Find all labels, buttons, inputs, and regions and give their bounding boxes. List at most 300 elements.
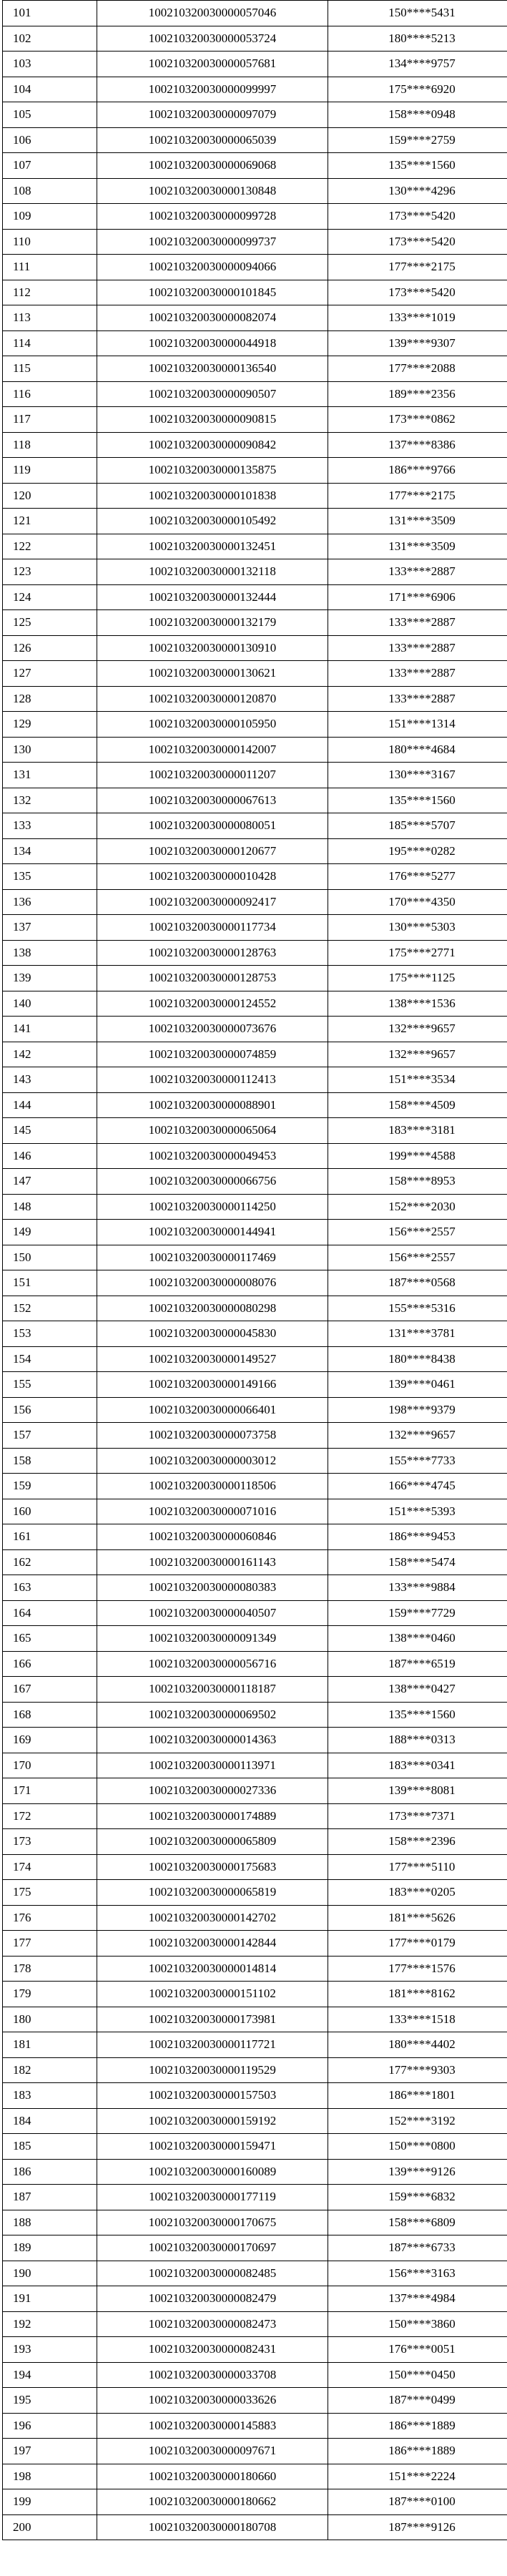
row-index-cell: 162 (3, 1549, 97, 1575)
phone-cell: 187****6733 (328, 2235, 507, 2261)
table-row (3, 1042, 507, 1067)
row-index-cell: 199 (3, 2489, 97, 2515)
phone-cell: 150****5431 (328, 1, 507, 26)
phone-cell: 151****1314 (328, 712, 507, 738)
table-row (3, 330, 507, 356)
row-index-cell: 128 (3, 686, 97, 712)
phone-cell: 151****5393 (328, 1499, 507, 1524)
account-id-cell: 100210320030000082473 (97, 2311, 328, 2337)
account-id-cell: 100210320030000160089 (97, 2159, 328, 2185)
row-index-cell: 109 (3, 204, 97, 230)
row-index-cell: 144 (3, 1092, 97, 1118)
phone-cell: 173****0862 (328, 407, 507, 433)
phone-cell: 138****0427 (328, 1677, 507, 1703)
phone-cell: 177****2175 (328, 483, 507, 509)
row-index-cell: 197 (3, 2439, 97, 2464)
phone-cell: 177****5110 (328, 1854, 507, 1880)
account-id-cell: 100210320030000114250 (97, 1194, 328, 1220)
account-id-cell: 100210320030000099728 (97, 204, 328, 230)
phone-cell: 159****7729 (328, 1600, 507, 1626)
table-row (3, 1372, 507, 1398)
phone-cell: 170****4350 (328, 889, 507, 915)
table-row (3, 1956, 507, 1982)
table-row (3, 229, 507, 255)
row-index-cell: 189 (3, 2235, 97, 2261)
row-index-cell: 145 (3, 1118, 97, 1144)
row-index-cell: 130 (3, 737, 97, 763)
row-index-cell: 127 (3, 661, 97, 687)
phone-cell: 195****0282 (328, 838, 507, 864)
account-id-cell: 100210320030000142007 (97, 737, 328, 763)
phone-cell: 133****2887 (328, 686, 507, 712)
table-row (3, 280, 507, 305)
row-index-cell: 142 (3, 1042, 97, 1067)
table-row (3, 940, 507, 966)
table-row (3, 686, 507, 712)
account-id-cell: 100210320030000090842 (97, 432, 328, 458)
table-row (3, 1803, 507, 1829)
row-index-cell: 102 (3, 26, 97, 52)
account-id-cell: 100210320030000010428 (97, 864, 328, 890)
account-id-cell: 100210320030000132179 (97, 610, 328, 636)
table-row (3, 1753, 507, 1778)
row-index-cell: 178 (3, 1956, 97, 1982)
phone-cell: 176****5277 (328, 864, 507, 890)
table-row (3, 356, 507, 382)
account-id-cell: 100210320030000170675 (97, 2210, 328, 2235)
row-index-cell: 108 (3, 178, 97, 204)
row-index-cell: 183 (3, 2083, 97, 2109)
table-row (3, 838, 507, 864)
row-index-cell: 134 (3, 838, 97, 864)
account-id-cell: 100210320030000069502 (97, 1702, 328, 1728)
phone-cell: 131****3781 (328, 1321, 507, 1347)
row-index-cell: 126 (3, 635, 97, 661)
phone-cell: 156****3163 (328, 2261, 507, 2286)
row-index-cell: 184 (3, 2108, 97, 2134)
row-index-cell: 116 (3, 381, 97, 407)
phone-cell: 183****0205 (328, 1880, 507, 1906)
account-id-cell: 100210320030000136540 (97, 356, 328, 382)
row-index-cell: 140 (3, 991, 97, 1017)
table-row (3, 2032, 507, 2058)
account-id-cell: 100210320030000159471 (97, 2134, 328, 2160)
account-id-cell: 100210320030000117734 (97, 915, 328, 941)
phone-cell: 133****2887 (328, 559, 507, 585)
phone-cell: 177****0179 (328, 1931, 507, 1957)
row-index-cell: 119 (3, 458, 97, 484)
row-index-cell: 152 (3, 1296, 97, 1321)
row-index-cell: 166 (3, 1651, 97, 1677)
account-id-cell: 100210320030000105950 (97, 712, 328, 738)
row-index-cell: 104 (3, 77, 97, 102)
phone-cell: 181****5626 (328, 1905, 507, 1931)
phone-cell: 186****9766 (328, 458, 507, 484)
row-index-cell: 153 (3, 1321, 97, 1347)
table-row (3, 1143, 507, 1169)
account-id-cell: 100210320030000097671 (97, 2439, 328, 2464)
account-id-cell: 100210320030000049453 (97, 1143, 328, 1169)
row-index-cell: 186 (3, 2159, 97, 2185)
phone-cell: 189****2356 (328, 381, 507, 407)
row-index-cell: 165 (3, 1626, 97, 1652)
row-index-cell: 139 (3, 966, 97, 991)
table-row (3, 1677, 507, 1703)
table-row (3, 1829, 507, 1855)
account-id-cell: 100210320030000159192 (97, 2108, 328, 2134)
table-row (3, 52, 507, 77)
phone-cell: 187****0100 (328, 2489, 507, 2515)
account-id-cell: 100210320030000117469 (97, 1245, 328, 1270)
phone-cell: 176****0051 (328, 2337, 507, 2363)
phone-cell: 130****3167 (328, 763, 507, 788)
phone-cell: 130****4296 (328, 178, 507, 204)
phone-cell: 166****4745 (328, 1474, 507, 1499)
row-index-cell: 112 (3, 280, 97, 305)
phone-cell: 131****3509 (328, 534, 507, 559)
phone-cell: 173****5420 (328, 204, 507, 230)
row-index-cell: 138 (3, 940, 97, 966)
phone-cell: 183****3181 (328, 1118, 507, 1144)
table-row (3, 2489, 507, 2515)
phone-cell: 139****9307 (328, 330, 507, 356)
table-row (3, 1931, 507, 1957)
row-index-cell: 133 (3, 813, 97, 839)
table-row (3, 1728, 507, 1753)
account-id-cell: 100210320030000124552 (97, 991, 328, 1017)
account-id-cell: 100210320030000008076 (97, 1270, 328, 1296)
table-row (3, 635, 507, 661)
row-index-cell: 193 (3, 2337, 97, 2363)
phone-cell: 177****9303 (328, 2057, 507, 2083)
phone-cell: 198****9379 (328, 1397, 507, 1423)
phone-cell: 158****6809 (328, 2210, 507, 2235)
phone-cell: 135****1560 (328, 153, 507, 179)
table-row (3, 1245, 507, 1270)
phone-cell: 158****2396 (328, 1829, 507, 1855)
account-id-cell: 100210320030000033708 (97, 2362, 328, 2388)
table-row (3, 2159, 507, 2185)
table-row (3, 1321, 507, 1347)
table-row (3, 2108, 507, 2134)
account-id-cell: 100210320030000142844 (97, 1931, 328, 1957)
table-row (3, 381, 507, 407)
account-id-cell: 100210320030000014814 (97, 1956, 328, 1982)
table-row (3, 26, 507, 52)
row-index-cell: 115 (3, 356, 97, 382)
phone-cell: 188****0313 (328, 1728, 507, 1753)
phone-cell: 186****1801 (328, 2083, 507, 2109)
table-row (3, 534, 507, 559)
phone-cell: 138****1536 (328, 991, 507, 1017)
table-row (3, 2007, 507, 2032)
account-id-cell: 100210320030000130848 (97, 178, 328, 204)
row-index-cell: 187 (3, 2185, 97, 2210)
row-index-cell: 148 (3, 1194, 97, 1220)
account-id-cell: 100210320030000082479 (97, 2286, 328, 2312)
phone-cell: 159****2759 (328, 127, 507, 153)
phone-cell: 139****9126 (328, 2159, 507, 2185)
row-index-cell: 132 (3, 788, 97, 813)
phone-cell: 186****1889 (328, 2439, 507, 2464)
table-row (3, 204, 507, 230)
table-row (3, 1423, 507, 1449)
phone-cell: 180****5213 (328, 26, 507, 52)
phone-cell: 133****2887 (328, 635, 507, 661)
account-id-cell: 100210320030000066756 (97, 1169, 328, 1195)
table-row (3, 2413, 507, 2439)
account-id-cell: 100210320030000117721 (97, 2032, 328, 2058)
table-row (3, 1296, 507, 1321)
table-row (3, 584, 507, 610)
row-index-cell: 135 (3, 864, 97, 890)
table-row (3, 889, 507, 915)
table-row (3, 610, 507, 636)
phone-cell: 133****2887 (328, 610, 507, 636)
account-id-cell: 100210320030000057046 (97, 1, 328, 26)
row-index-cell: 176 (3, 1905, 97, 1931)
account-id-cell: 100210320030000027336 (97, 1778, 328, 1804)
table-row (3, 2210, 507, 2235)
account-id-cell: 100210320030000099737 (97, 229, 328, 255)
phone-cell: 130****5303 (328, 915, 507, 941)
table-row (3, 1169, 507, 1195)
row-index-cell: 122 (3, 534, 97, 559)
phone-cell: 132****9657 (328, 1423, 507, 1449)
account-id-cell: 100210320030000161143 (97, 1549, 328, 1575)
table-row (3, 127, 507, 153)
account-id-cell: 100210320030000173981 (97, 2007, 328, 2032)
table-row (3, 559, 507, 585)
table-row (3, 458, 507, 484)
account-id-cell: 100210320030000177119 (97, 2185, 328, 2210)
table-row (3, 77, 507, 102)
phone-cell: 139****8081 (328, 1778, 507, 1804)
account-id-cell: 100210320030000118506 (97, 1474, 328, 1499)
table-row (3, 991, 507, 1017)
phone-cell: 158****5474 (328, 1549, 507, 1575)
account-id-cell: 100210320030000180662 (97, 2489, 328, 2515)
row-index-cell: 156 (3, 1397, 97, 1423)
account-id-cell: 100210320030000132118 (97, 559, 328, 585)
table-row (3, 483, 507, 509)
account-id-cell: 100210320030000144941 (97, 1220, 328, 1245)
row-index-cell: 173 (3, 1829, 97, 1855)
row-index-cell: 106 (3, 127, 97, 153)
phone-cell: 187****0499 (328, 2388, 507, 2414)
row-index-cell: 179 (3, 1982, 97, 2007)
table-row (3, 1549, 507, 1575)
account-id-cell: 100210320030000132451 (97, 534, 328, 559)
phone-cell: 180****8438 (328, 1346, 507, 1372)
phone-cell: 181****8162 (328, 1982, 507, 2007)
account-id-cell: 100210320030000101838 (97, 483, 328, 509)
table-row (3, 407, 507, 433)
phone-cell: 199****4588 (328, 1143, 507, 1169)
phone-cell: 186****9453 (328, 1524, 507, 1550)
row-index-cell: 101 (3, 1, 97, 26)
row-index-cell: 121 (3, 509, 97, 534)
account-id-cell: 100210320030000066401 (97, 1397, 328, 1423)
row-index-cell: 167 (3, 1677, 97, 1703)
account-id-cell: 100210320030000033626 (97, 2388, 328, 2414)
row-index-cell: 114 (3, 330, 97, 356)
row-index-cell: 136 (3, 889, 97, 915)
row-index-cell: 107 (3, 153, 97, 179)
row-index-cell: 163 (3, 1575, 97, 1601)
phone-cell: 158****4509 (328, 1092, 507, 1118)
table-row (3, 661, 507, 687)
row-index-cell: 118 (3, 432, 97, 458)
account-id-cell: 100210320030000119529 (97, 2057, 328, 2083)
row-index-cell: 171 (3, 1778, 97, 1804)
row-index-cell: 158 (3, 1448, 97, 1474)
row-index-cell: 146 (3, 1143, 97, 1169)
phone-cell: 177****2088 (328, 356, 507, 382)
account-id-cell: 100210320030000065819 (97, 1880, 328, 1906)
table-row (3, 2464, 507, 2489)
row-index-cell: 125 (3, 610, 97, 636)
account-id-cell: 100210320030000157503 (97, 2083, 328, 2109)
row-index-cell: 150 (3, 1245, 97, 1270)
row-index-cell: 111 (3, 255, 97, 280)
table-row (3, 1651, 507, 1677)
row-index-cell: 190 (3, 2261, 97, 2286)
account-id-cell: 100210320030000080383 (97, 1575, 328, 1601)
account-id-cell: 100210320030000069068 (97, 153, 328, 179)
account-id-cell: 100210320030000099997 (97, 77, 328, 102)
table-row (3, 2134, 507, 2160)
phone-cell: 175****2771 (328, 940, 507, 966)
row-index-cell: 131 (3, 763, 97, 788)
row-index-cell: 172 (3, 1803, 97, 1829)
account-id-cell: 100210320030000145883 (97, 2413, 328, 2439)
account-id-cell: 100210320030000130910 (97, 635, 328, 661)
row-index-cell: 141 (3, 1017, 97, 1042)
table-row (3, 2439, 507, 2464)
row-index-cell: 110 (3, 229, 97, 255)
row-index-cell: 174 (3, 1854, 97, 1880)
phone-cell: 156****2557 (328, 1245, 507, 1270)
account-id-cell: 100210320030000130621 (97, 661, 328, 687)
account-id-cell: 100210320030000040507 (97, 1600, 328, 1626)
account-id-cell: 100210320030000142702 (97, 1905, 328, 1931)
table-row (3, 1118, 507, 1144)
row-index-cell: 161 (3, 1524, 97, 1550)
table-row (3, 2514, 507, 2540)
account-id-cell: 100210320030000003012 (97, 1448, 328, 1474)
account-id-cell: 100210320030000149527 (97, 1346, 328, 1372)
phone-cell: 173****5420 (328, 229, 507, 255)
row-index-cell: 177 (3, 1931, 97, 1957)
table-row (3, 2362, 507, 2388)
table-row (3, 432, 507, 458)
row-index-cell: 143 (3, 1067, 97, 1093)
row-index-cell: 198 (3, 2464, 97, 2489)
table-row (3, 2261, 507, 2286)
phone-cell: 185****5707 (328, 813, 507, 839)
account-id-cell: 100210320030000175683 (97, 1854, 328, 1880)
phone-cell: 183****0341 (328, 1753, 507, 1778)
table-row (3, 2388, 507, 2414)
table-row (3, 1270, 507, 1296)
table-row (3, 966, 507, 991)
account-id-cell: 100210320030000151102 (97, 1982, 328, 2007)
account-id-cell: 100210320030000014363 (97, 1728, 328, 1753)
row-index-cell: 157 (3, 1423, 97, 1449)
table-row (3, 2083, 507, 2109)
account-id-cell: 100210320030000091349 (97, 1626, 328, 1652)
phone-cell: 158****8953 (328, 1169, 507, 1195)
records-table-body (3, 1, 507, 2540)
table-row (3, 813, 507, 839)
account-id-cell: 100210320030000060846 (97, 1524, 328, 1550)
table-row (3, 864, 507, 890)
phone-cell: 151****3534 (328, 1067, 507, 1093)
phone-cell: 150****0450 (328, 2362, 507, 2388)
row-index-cell: 175 (3, 1880, 97, 1906)
table-row (3, 712, 507, 738)
table-row (3, 2235, 507, 2261)
table-row (3, 1474, 507, 1499)
table-row (3, 1499, 507, 1524)
phone-cell: 180****4684 (328, 737, 507, 763)
row-index-cell: 185 (3, 2134, 97, 2160)
phone-cell: 135****1560 (328, 1702, 507, 1728)
account-id-cell: 100210320030000135875 (97, 458, 328, 484)
phone-cell: 173****7371 (328, 1803, 507, 1829)
table-row (3, 2057, 507, 2083)
account-id-cell: 100210320030000128763 (97, 940, 328, 966)
account-id-cell: 100210320030000118187 (97, 1677, 328, 1703)
account-id-cell: 100210320030000065039 (97, 127, 328, 153)
phone-cell: 159****6832 (328, 2185, 507, 2210)
row-index-cell: 160 (3, 1499, 97, 1524)
row-index-cell: 149 (3, 1220, 97, 1245)
table-row (3, 2337, 507, 2363)
account-id-cell: 100210320030000082485 (97, 2261, 328, 2286)
table-row (3, 1982, 507, 2007)
phone-cell: 152****3192 (328, 2108, 507, 2134)
account-id-cell: 100210320030000120870 (97, 686, 328, 712)
phone-cell: 138****0460 (328, 1626, 507, 1652)
account-id-cell: 100210320030000082074 (97, 305, 328, 331)
phone-cell: 187****6519 (328, 1651, 507, 1677)
account-id-cell: 100210320030000065809 (97, 1829, 328, 1855)
table-row (3, 1397, 507, 1423)
row-index-cell: 159 (3, 1474, 97, 1499)
row-index-cell: 180 (3, 2007, 97, 2032)
account-id-cell: 100210320030000071016 (97, 1499, 328, 1524)
table-row (3, 2185, 507, 2210)
phone-cell: 173****5420 (328, 280, 507, 305)
table-row (3, 1092, 507, 1118)
table-row (3, 737, 507, 763)
phone-cell: 155****7733 (328, 1448, 507, 1474)
phone-cell: 132****9657 (328, 1042, 507, 1067)
account-id-cell: 100210320030000092417 (97, 889, 328, 915)
phone-cell: 187****0568 (328, 1270, 507, 1296)
phone-cell: 133****2887 (328, 661, 507, 687)
table-row (3, 1524, 507, 1550)
phone-cell: 133****1019 (328, 305, 507, 331)
table-row (3, 1017, 507, 1042)
phone-cell: 134****9757 (328, 52, 507, 77)
phone-cell: 133****9884 (328, 1575, 507, 1601)
account-id-cell: 100210320030000044918 (97, 330, 328, 356)
row-index-cell: 113 (3, 305, 97, 331)
account-id-cell: 100210320030000073676 (97, 1017, 328, 1042)
